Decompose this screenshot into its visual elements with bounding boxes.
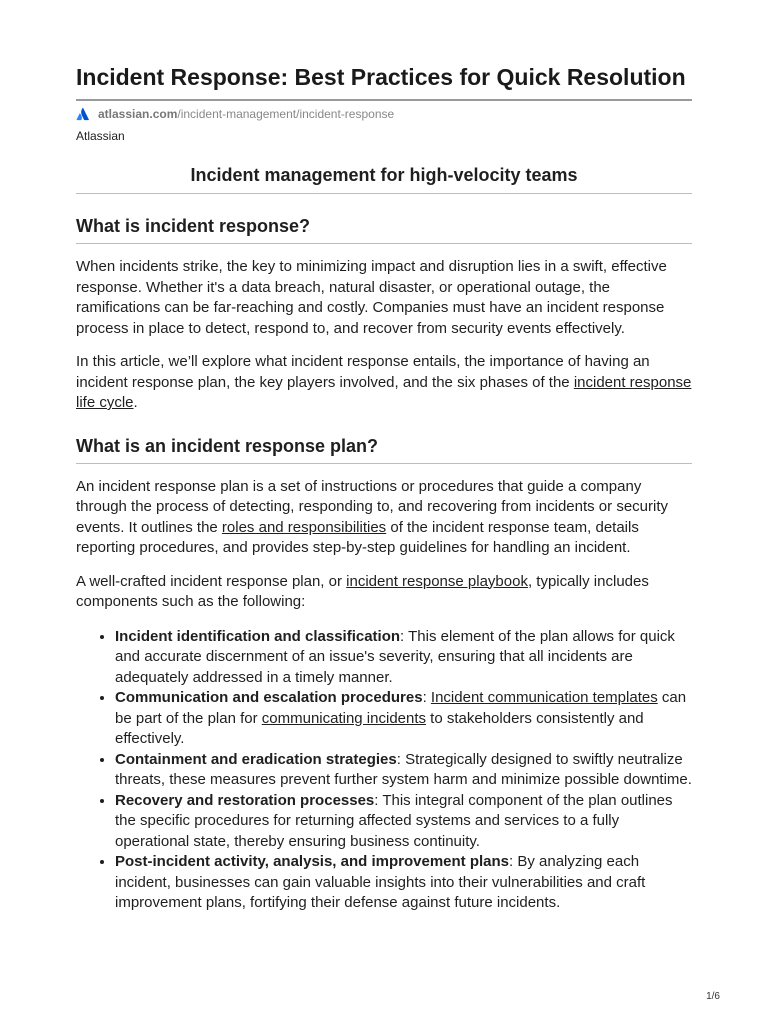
page-title: Incident Response: Best Practices for Quick Resolution (76, 64, 692, 101)
list-item-text: to stakeholders consistently and effectively. (115, 709, 644, 747)
list-item-text: : By analyzing each incident, businesses can gain valuable insights into their vulnerabilities and craft improvement plans, fortifying their defense against future incidents. (115, 853, 646, 911)
incident-response-playbook-link[interactable]: incident response playbook (346, 572, 528, 590)
list-item-text: : This element of the plan allows for quick and accurate discernment of an issue's severity, ensuring that all incidents are adequately addressed in a timely manner. (115, 627, 675, 686)
list-item-text: can be part of the plan for (115, 689, 687, 727)
section-heading-what-is-incident-response: What is incident response? (76, 215, 692, 244)
paragraph-text: . (133, 394, 138, 411)
paragraph-text: In this article, we’ll explore what incident response entails, the importance of having an incident response plan, the key players involved, and the six phases of the (76, 353, 650, 391)
source-path: /incident-management/incident-response (177, 107, 395, 121)
roles-and-responsibilities-link[interactable]: roles and responsibilities (221, 518, 387, 536)
paragraph-text: , typically includes components such as the following: (76, 572, 649, 610)
paragraph-text: An incident response plan is a set of instructions or procedures that guide a company through the process of detecting, responding to, and recovering from incidents or security events. It outlines the (76, 477, 668, 536)
document-page (76, 64, 692, 914)
list-item-text: : Strategically designed to swiftly neutralize threats, these measures prevent further system harm and minimize possible downtime. (115, 750, 692, 788)
list-item (115, 852, 692, 914)
list-item-text: : This integral component of the plan outlines the specific procedures for returning affected systems and services to a fully operational state, thereby ensuring business continuity. (115, 791, 673, 850)
source-domain-link[interactable]: atlassian.com (98, 107, 178, 121)
paragraph-text: of the incident response team, details reporting procedures, and provides step-by-step guidelines for handling an incident. (76, 518, 639, 556)
list-item (115, 627, 692, 689)
incident-communication-templates-link[interactable]: Incident communication templates (430, 689, 658, 706)
section-heading-incident-response-plan: What is an incident response plan? (76, 435, 692, 464)
list-item-term: Incident identification and classification (115, 627, 401, 645)
author: Atlassian (76, 129, 125, 143)
list-item-term: Recovery and restoration processes (115, 791, 375, 809)
paragraph (76, 352, 692, 414)
list-item (115, 688, 692, 750)
atlassian-logo-icon (76, 107, 90, 121)
incident-response-life-cycle-link[interactable]: incident response life cycle (76, 373, 692, 411)
list-item (115, 750, 692, 791)
list-item (115, 791, 692, 853)
list-item-text: : (422, 689, 431, 706)
list-item-term: Communication and escalation procedures (115, 689, 423, 706)
list-item-term: Post-incident activity, analysis, and improvement plans (115, 853, 509, 870)
page-subtitle: Incident management for high-velocity teams (76, 165, 692, 194)
paragraph (76, 477, 692, 559)
list-item-term: Containment and eradication strategies (115, 750, 397, 768)
source-line (76, 107, 692, 121)
paragraph (76, 572, 692, 613)
paragraph: When incidents strike, the key to minimizing impact and disruption lies in a swift, effective response. Whether it's a data breach, natural disaster, or operational outage, the ramifications can be far-reaching and costly. Companies must have an incident response process in place to detect, respond to, and recover from security events effectively. (76, 258, 667, 337)
page-number: 1/6 (706, 991, 720, 1002)
components-list (76, 627, 692, 914)
communicating-incidents-link[interactable]: communicating incidents (261, 709, 427, 727)
paragraph-text: A well-crafted incident response plan, or (76, 572, 347, 590)
